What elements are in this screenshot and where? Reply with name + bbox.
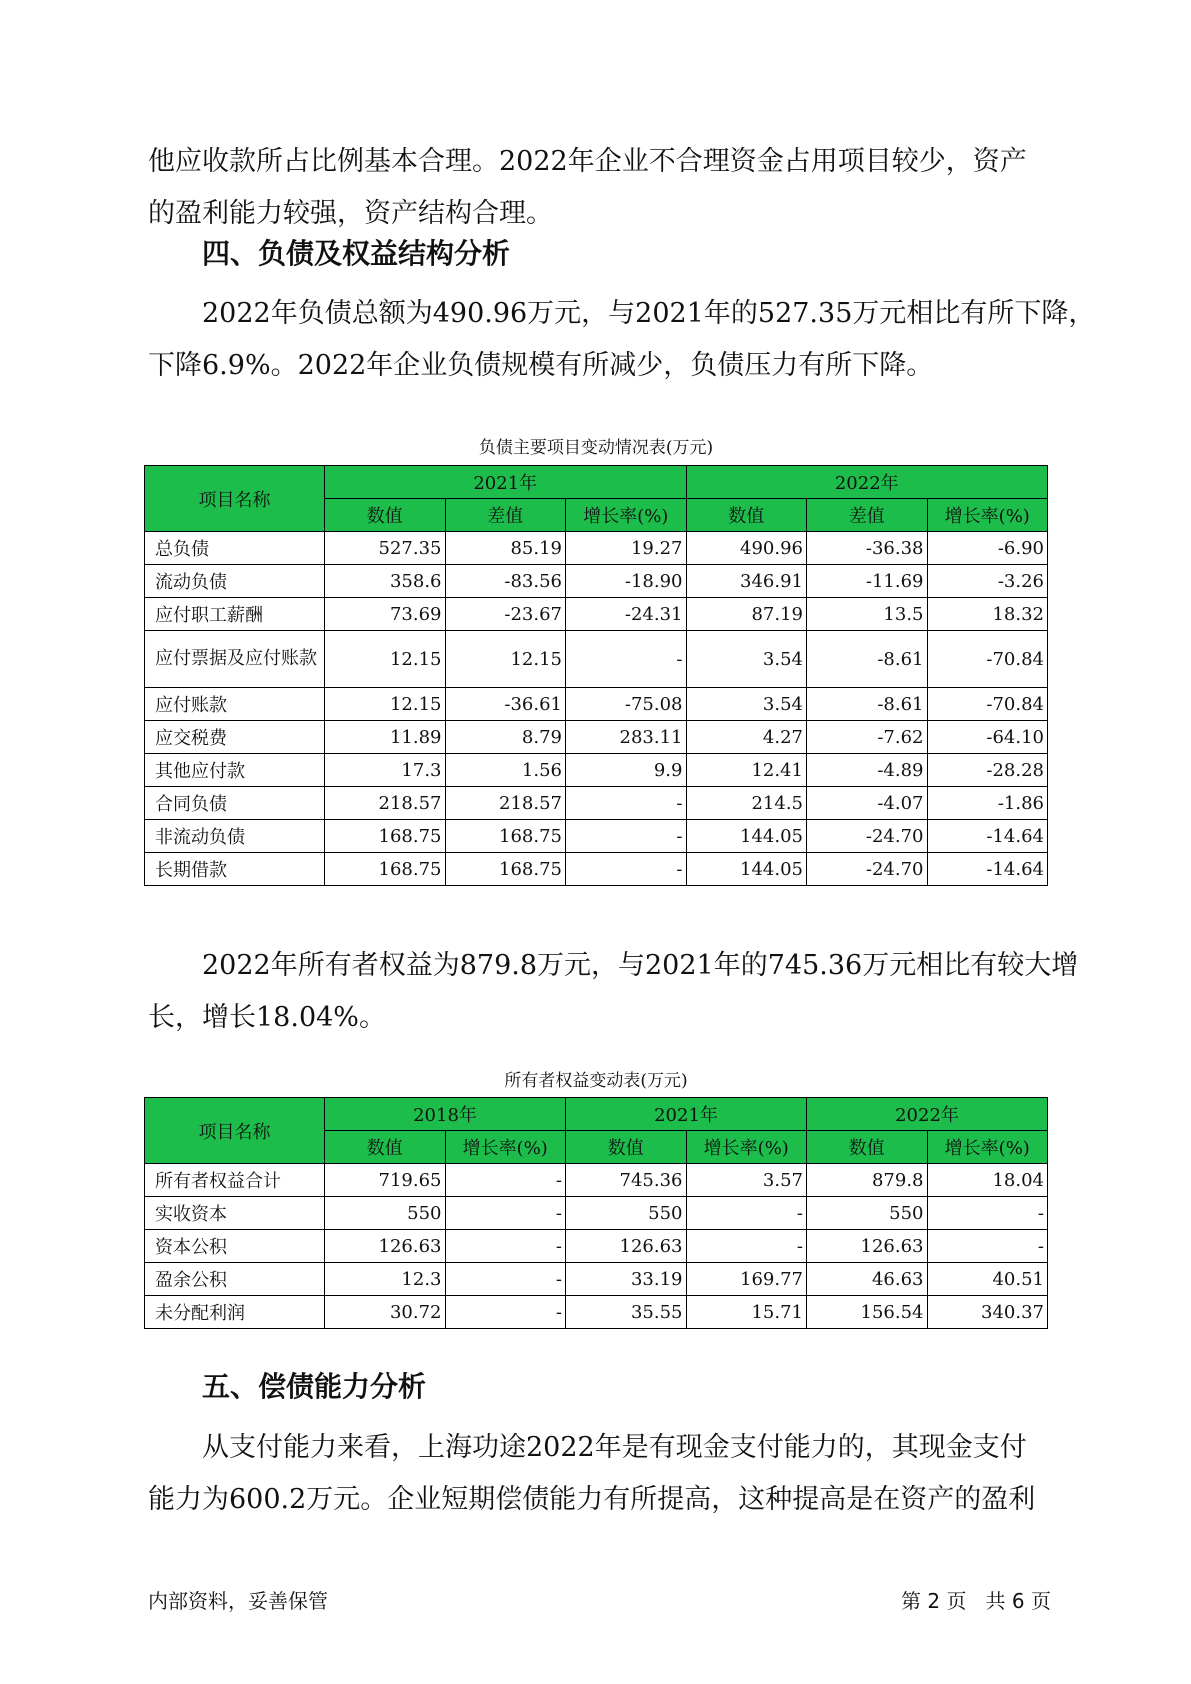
- table-cell: 527.35: [325, 532, 446, 565]
- table-cell: 3.54: [686, 631, 807, 688]
- paragraph-line: 从支付能力来看，上海功途2022年是有现金支付能力的，其现金支付: [202, 1432, 1027, 1463]
- table-row: [145, 853, 1048, 886]
- sub-header: 数值: [325, 499, 446, 532]
- row-label: 流动负债: [145, 565, 325, 598]
- section-heading-solvency: 五、偿债能力分析: [202, 1370, 427, 1403]
- table-cell: 126.63: [566, 1230, 687, 1263]
- table-cell: 719.65: [325, 1164, 446, 1197]
- table-row: [145, 1263, 1048, 1296]
- table-cell: 218.57: [325, 787, 446, 820]
- table-cell: -70.84: [927, 631, 1048, 688]
- sub-header: 数值: [686, 499, 807, 532]
- table-row: [145, 787, 1048, 820]
- row-label: 应付账款: [145, 688, 325, 721]
- table-cell: -: [445, 1164, 566, 1197]
- table-cell: -36.38: [807, 532, 928, 565]
- footer-page-number: 第 2 页 共 6 页: [901, 1589, 1051, 1613]
- table-cell: 156.54: [807, 1296, 928, 1329]
- table-cell: -: [686, 1230, 807, 1263]
- table-cell: 3.54: [686, 688, 807, 721]
- table-cell: 15.71: [686, 1296, 807, 1329]
- liabilities-table: [144, 465, 1048, 886]
- row-label: 非流动负债: [145, 820, 325, 853]
- table-cell: 550: [325, 1197, 446, 1230]
- table-cell: 340.37: [927, 1296, 1048, 1329]
- table-cell: -36.61: [445, 688, 566, 721]
- sub-header: 增长率(%): [927, 1131, 1048, 1164]
- table-cell: 17.3: [325, 754, 446, 787]
- sub-header: 数值: [325, 1131, 446, 1164]
- table-cell: 12.15: [325, 688, 446, 721]
- row-label: 资本公积: [145, 1230, 325, 1263]
- year-header: 2021年: [566, 1098, 807, 1131]
- table-cell: 3.57: [686, 1164, 807, 1197]
- liabilities-paragraph: [148, 288, 1096, 392]
- sub-header: 增长率(%): [566, 499, 687, 532]
- table-cell: -8.61: [807, 631, 928, 688]
- table-row: [145, 1197, 1048, 1230]
- table-cell: -: [686, 1197, 807, 1230]
- table-cell: 30.72: [325, 1296, 446, 1329]
- table-cell: -: [927, 1230, 1048, 1263]
- year-header: 2022年: [686, 466, 1048, 499]
- table-cell: -4.07: [807, 787, 928, 820]
- table-cell: 283.11: [566, 721, 687, 754]
- paragraph-line: 下降6.9%。2022年企业负债规模有所减少，负债压力有所下降。: [148, 350, 934, 381]
- row-label: 应付票据及应付账款: [145, 631, 325, 688]
- liabilities-table-body: [145, 532, 1048, 886]
- table-cell: 19.27: [566, 532, 687, 565]
- table-cell: -23.67: [445, 598, 566, 631]
- year-header: 2018年: [325, 1098, 566, 1131]
- row-label: 未分配利润: [145, 1296, 325, 1329]
- table-cell: 168.75: [325, 853, 446, 886]
- paragraph-line: 2022年所有者权益为879.8万元，与2021年的745.36万元相比有较大增: [202, 950, 1079, 981]
- table-cell: -: [445, 1296, 566, 1329]
- table-row: [145, 688, 1048, 721]
- table-cell: 18.04: [927, 1164, 1048, 1197]
- intro-paragraph: [148, 136, 1048, 240]
- solvency-paragraph: [148, 1422, 1048, 1526]
- table-cell: 18.32: [927, 598, 1048, 631]
- table-cell: 13.5: [807, 598, 928, 631]
- year-header: 2022年: [807, 1098, 1048, 1131]
- column-header-name: 项目名称: [145, 466, 325, 532]
- table-row: [145, 754, 1048, 787]
- table-cell: -24.31: [566, 598, 687, 631]
- table-cell: 879.8: [807, 1164, 928, 1197]
- table-row: [145, 631, 1048, 688]
- table-cell: -18.90: [566, 565, 687, 598]
- table-cell: 550: [807, 1197, 928, 1230]
- table-cell: 168.75: [445, 853, 566, 886]
- table-cell: -75.08: [566, 688, 687, 721]
- row-label: 应交税费: [145, 721, 325, 754]
- table-cell: -7.62: [807, 721, 928, 754]
- row-label: 总负债: [145, 532, 325, 565]
- table-cell: -6.90: [927, 532, 1048, 565]
- footer-confidential-note: 内部资料，妥善保管: [148, 1589, 328, 1613]
- table-cell: -1.86: [927, 787, 1048, 820]
- table-caption-liabilities: 负债主要项目变动情况表(万元): [478, 438, 714, 458]
- paragraph-line: 2022年负债总额为490.96万元，与2021年的527.35万元相比有所下降，: [202, 298, 1096, 329]
- row-label: 盈余公积: [145, 1263, 325, 1296]
- table-row: [145, 721, 1048, 754]
- table-cell: 1.56: [445, 754, 566, 787]
- sub-header: 增长率(%): [686, 1131, 807, 1164]
- table-cell: -4.89: [807, 754, 928, 787]
- table-cell: 168.75: [445, 820, 566, 853]
- table-cell: -: [566, 820, 687, 853]
- table-cell: 12.15: [445, 631, 566, 688]
- table-cell: -: [566, 853, 687, 886]
- sub-header: 差值: [807, 499, 928, 532]
- row-label: 实收资本: [145, 1197, 325, 1230]
- table-cell: -: [445, 1230, 566, 1263]
- table-cell: -: [566, 787, 687, 820]
- table-cell: 40.51: [927, 1263, 1048, 1296]
- table-cell: 490.96: [686, 532, 807, 565]
- table-cell: -: [445, 1197, 566, 1230]
- table-cell: -28.28: [927, 754, 1048, 787]
- paragraph-line: 长，增长18.04%。: [148, 1002, 386, 1033]
- table-cell: 126.63: [325, 1230, 446, 1263]
- table-cell: 73.69: [325, 598, 446, 631]
- paragraph-line: 能力为600.2万元。企业短期偿债能力有所提高，这种提高是在资产的盈利: [148, 1484, 1036, 1515]
- sub-header: 增长率(%): [445, 1131, 566, 1164]
- table-cell: -3.26: [927, 565, 1048, 598]
- table-cell: -83.56: [445, 565, 566, 598]
- table-row: [145, 1230, 1048, 1263]
- table-cell: 87.19: [686, 598, 807, 631]
- table-cell: 168.75: [325, 820, 446, 853]
- section-heading-liabilities: 四、负债及权益结构分析: [202, 237, 511, 270]
- table-cell: 214.5: [686, 787, 807, 820]
- table-cell: -64.10: [927, 721, 1048, 754]
- table-cell: -: [927, 1197, 1048, 1230]
- table-cell: -: [445, 1263, 566, 1296]
- table-cell: 4.27: [686, 721, 807, 754]
- table-cell: -8.61: [807, 688, 928, 721]
- row-label: 其他应付款: [145, 754, 325, 787]
- year-header: 2021年: [325, 466, 687, 499]
- table-cell: 46.63: [807, 1263, 928, 1296]
- table-cell: 9.9: [566, 754, 687, 787]
- paragraph-line: 的盈利能力较强，资产结构合理。: [148, 198, 553, 229]
- equity-paragraph: [148, 940, 1079, 1044]
- table-cell: -: [566, 631, 687, 688]
- table-row: [145, 532, 1048, 565]
- table-row: [145, 1296, 1048, 1329]
- table-caption-equity: 所有者权益变动表(万元): [504, 1071, 688, 1091]
- table-cell: 144.05: [686, 820, 807, 853]
- table-cell: 12.41: [686, 754, 807, 787]
- paragraph-line: 他应收款所占比例基本合理。2022年企业不合理资金占用项目较少，资产: [148, 146, 1027, 177]
- table-cell: 12.3: [325, 1263, 446, 1296]
- table-cell: 346.91: [686, 565, 807, 598]
- sub-header: 增长率(%): [927, 499, 1048, 532]
- table-cell: -24.70: [807, 820, 928, 853]
- table-cell: 85.19: [445, 532, 566, 565]
- table-cell: 358.6: [325, 565, 446, 598]
- table-cell: 8.79: [445, 721, 566, 754]
- table-cell: 12.15: [325, 631, 446, 688]
- sub-header: 差值: [445, 499, 566, 532]
- table-cell: 35.55: [566, 1296, 687, 1329]
- row-label: 应付职工薪酬: [145, 598, 325, 631]
- row-label: 长期借款: [145, 853, 325, 886]
- table-cell: 745.36: [566, 1164, 687, 1197]
- table-cell: -14.64: [927, 853, 1048, 886]
- column-header-name: 项目名称: [145, 1098, 325, 1164]
- row-label: 合同负债: [145, 787, 325, 820]
- table-cell: 11.89: [325, 721, 446, 754]
- table-cell: 550: [566, 1197, 687, 1230]
- table-row: [145, 1164, 1048, 1197]
- table-cell: -70.84: [927, 688, 1048, 721]
- table-cell: -11.69: [807, 565, 928, 598]
- table-row: [145, 565, 1048, 598]
- equity-table: [144, 1097, 1048, 1329]
- table-cell: 144.05: [686, 853, 807, 886]
- table-cell: 33.19: [566, 1263, 687, 1296]
- sub-header: 数值: [807, 1131, 928, 1164]
- row-label: 所有者权益合计: [145, 1164, 325, 1197]
- table-cell: -24.70: [807, 853, 928, 886]
- sub-header: 数值: [566, 1131, 687, 1164]
- table-cell: -14.64: [927, 820, 1048, 853]
- table-cell: 218.57: [445, 787, 566, 820]
- table-cell: 169.77: [686, 1263, 807, 1296]
- table-cell: 126.63: [807, 1230, 928, 1263]
- equity-table-body: [145, 1164, 1048, 1329]
- table-row: [145, 820, 1048, 853]
- table-row: [145, 598, 1048, 631]
